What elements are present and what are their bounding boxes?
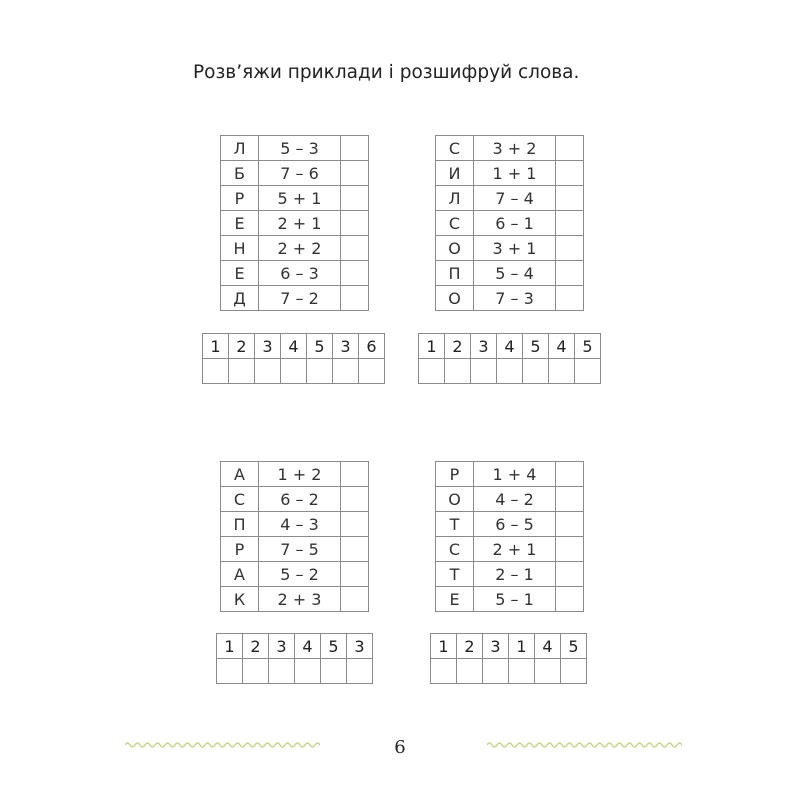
decoded-letter-cell[interactable]	[509, 659, 535, 684]
cipher-letter: С	[221, 487, 259, 512]
decoded-letter-cell[interactable]	[281, 359, 307, 384]
answer-cell[interactable]	[556, 136, 584, 161]
decoded-letter-cell[interactable]	[295, 659, 321, 684]
code-number: 1	[217, 634, 243, 659]
table-row	[436, 462, 584, 487]
answer-cell[interactable]	[556, 587, 584, 612]
math-expression: 3 + 2	[474, 136, 556, 161]
exercise-4-code-grid	[430, 633, 587, 684]
cipher-letter: О	[436, 286, 474, 311]
cipher-letter: Т	[436, 562, 474, 587]
decoded-letter-cell[interactable]	[497, 359, 523, 384]
decoded-letter-cell[interactable]	[255, 359, 281, 384]
answer-cell[interactable]	[341, 562, 369, 587]
table-row	[221, 562, 369, 587]
cipher-letter: П	[221, 512, 259, 537]
answer-cell[interactable]	[556, 161, 584, 186]
table-row	[436, 562, 584, 587]
answer-cell[interactable]	[341, 286, 369, 311]
math-expression: 2 + 1	[474, 537, 556, 562]
math-expression: 7 – 3	[474, 286, 556, 311]
decoded-letter-cell[interactable]	[217, 659, 243, 684]
code-number: 4	[281, 334, 307, 359]
answer-cell[interactable]	[556, 211, 584, 236]
answer-cell[interactable]	[556, 562, 584, 587]
cipher-letter: К	[221, 587, 259, 612]
table-row	[221, 286, 369, 311]
code-number: 4	[497, 334, 523, 359]
decoded-letter-cell[interactable]	[333, 359, 359, 384]
cipher-letter: С	[436, 537, 474, 562]
table-row	[221, 587, 369, 612]
code-number: 5	[575, 334, 601, 359]
decoded-letter-cell[interactable]	[321, 659, 347, 684]
cipher-letter: Р	[221, 537, 259, 562]
math-expression: 2 + 2	[259, 236, 341, 261]
table-row	[221, 537, 369, 562]
page-number: 6	[394, 737, 406, 758]
table-row	[436, 236, 584, 261]
answer-cell[interactable]	[341, 512, 369, 537]
code-number: 1	[419, 334, 445, 359]
table-row	[221, 236, 369, 261]
code-number: 1	[431, 634, 457, 659]
table-row	[436, 487, 584, 512]
math-expression: 3 + 1	[474, 236, 556, 261]
decoded-letter-cell[interactable]	[307, 359, 333, 384]
code-number: 3	[333, 334, 359, 359]
math-expression: 5 + 1	[259, 186, 341, 211]
table-row	[436, 512, 584, 537]
exercise-4-table	[435, 461, 584, 612]
code-number-row	[419, 334, 601, 359]
answer-cell[interactable]	[556, 487, 584, 512]
decoded-letter-cell[interactable]	[471, 359, 497, 384]
math-expression: 7 – 6	[259, 161, 341, 186]
math-expression: 6 – 1	[474, 211, 556, 236]
answer-cell[interactable]	[341, 136, 369, 161]
code-answer-row	[217, 659, 373, 684]
cipher-letter: С	[436, 136, 474, 161]
exercise-2-code-grid	[418, 333, 601, 384]
math-expression: 7 – 2	[259, 286, 341, 311]
answer-cell[interactable]	[341, 186, 369, 211]
code-number: 5	[561, 634, 587, 659]
math-expression: 2 + 3	[259, 587, 341, 612]
code-answer-row	[419, 359, 601, 384]
table-row	[221, 487, 369, 512]
code-number: 4	[535, 634, 561, 659]
answer-cell[interactable]	[341, 537, 369, 562]
cipher-letter: А	[221, 462, 259, 487]
math-expression: 1 + 2	[259, 462, 341, 487]
cipher-letter: И	[436, 161, 474, 186]
table-row	[436, 211, 584, 236]
table-row	[221, 136, 369, 161]
cipher-letter: Т	[436, 512, 474, 537]
math-expression: 2 – 1	[474, 562, 556, 587]
table-row	[436, 161, 584, 186]
table-row	[436, 286, 584, 311]
cipher-letter: Е	[221, 211, 259, 236]
math-expression: 1 + 4	[474, 462, 556, 487]
table-row	[221, 186, 369, 211]
table-row	[221, 462, 369, 487]
instruction-text: Розв’яжи приклади і розшифруй слова.	[193, 62, 580, 83]
math-expression: 1 + 1	[474, 161, 556, 186]
decoded-letter-cell[interactable]	[243, 659, 269, 684]
code-number: 2	[243, 634, 269, 659]
decoded-letter-cell[interactable]	[203, 359, 229, 384]
answer-cell[interactable]	[556, 462, 584, 487]
decoded-letter-cell[interactable]	[431, 659, 457, 684]
answer-cell[interactable]	[556, 261, 584, 286]
code-number-row	[203, 334, 385, 359]
table-row	[221, 512, 369, 537]
math-expression: 6 – 2	[259, 487, 341, 512]
decoded-letter-cell[interactable]	[359, 359, 385, 384]
answer-cell[interactable]	[556, 236, 584, 261]
table-row	[436, 537, 584, 562]
code-number: 1	[509, 634, 535, 659]
cipher-letter: О	[436, 487, 474, 512]
code-number: 2	[457, 634, 483, 659]
exercise-2-table	[435, 135, 584, 311]
math-expression: 6 – 5	[474, 512, 556, 537]
decoded-letter-cell[interactable]	[347, 659, 373, 684]
cipher-letter: Р	[221, 186, 259, 211]
cipher-letter: Е	[436, 587, 474, 612]
decoded-letter-cell[interactable]	[549, 359, 575, 384]
answer-cell[interactable]	[341, 462, 369, 487]
answer-cell[interactable]	[341, 236, 369, 261]
code-number: 3	[255, 334, 281, 359]
math-expression: 6 – 3	[259, 261, 341, 286]
code-number: 5	[307, 334, 333, 359]
cipher-letter: Л	[221, 136, 259, 161]
answer-cell[interactable]	[341, 211, 369, 236]
table-row	[436, 261, 584, 286]
cipher-letter: Н	[221, 236, 259, 261]
answer-cell[interactable]	[341, 487, 369, 512]
decoded-letter-cell[interactable]	[457, 659, 483, 684]
decoded-letter-cell[interactable]	[575, 359, 601, 384]
code-number: 3	[483, 634, 509, 659]
exercise-1-code-grid	[202, 333, 385, 384]
code-number: 4	[549, 334, 575, 359]
math-expression: 5 – 3	[259, 136, 341, 161]
code-number: 4	[295, 634, 321, 659]
code-number: 5	[321, 634, 347, 659]
cipher-letter: Е	[221, 261, 259, 286]
cipher-letter: С	[436, 211, 474, 236]
math-expression: 5 – 1	[474, 587, 556, 612]
decoded-letter-cell[interactable]	[561, 659, 587, 684]
answer-cell[interactable]	[556, 186, 584, 211]
cipher-letter: Б	[221, 161, 259, 186]
cipher-letter: А	[221, 562, 259, 587]
table-row	[436, 136, 584, 161]
code-answer-row	[431, 659, 587, 684]
cipher-letter: П	[436, 261, 474, 286]
cipher-letter: Л	[436, 186, 474, 211]
decoded-letter-cell[interactable]	[269, 659, 295, 684]
code-number: 3	[269, 634, 295, 659]
decoded-letter-cell[interactable]	[483, 659, 509, 684]
answer-cell[interactable]	[341, 161, 369, 186]
table-row	[221, 161, 369, 186]
code-number: 3	[471, 334, 497, 359]
math-expression: 5 – 2	[259, 562, 341, 587]
answer-cell[interactable]	[556, 512, 584, 537]
code-number: 2	[445, 334, 471, 359]
math-expression: 7 – 5	[259, 537, 341, 562]
table-row	[436, 587, 584, 612]
exercise-3-table	[220, 461, 369, 612]
math-expression: 4 – 2	[474, 487, 556, 512]
answer-cell[interactable]	[341, 587, 369, 612]
math-expression: 7 – 4	[474, 186, 556, 211]
decoded-letter-cell[interactable]	[229, 359, 255, 384]
code-answer-row	[203, 359, 385, 384]
math-expression: 2 + 1	[259, 211, 341, 236]
cipher-letter: Д	[221, 286, 259, 311]
code-number: 2	[229, 334, 255, 359]
answer-cell[interactable]	[556, 537, 584, 562]
code-number-row	[431, 634, 587, 659]
math-expression: 5 – 4	[474, 261, 556, 286]
code-number: 1	[203, 334, 229, 359]
answer-cell[interactable]	[341, 261, 369, 286]
exercise-1-table	[220, 135, 369, 311]
code-number: 6	[359, 334, 385, 359]
decoded-letter-cell[interactable]	[523, 359, 549, 384]
exercise-3-code-grid	[216, 633, 373, 684]
table-row	[221, 261, 369, 286]
answer-cell[interactable]	[556, 286, 584, 311]
decoded-letter-cell[interactable]	[419, 359, 445, 384]
cipher-letter: О	[436, 236, 474, 261]
decoded-letter-cell[interactable]	[445, 359, 471, 384]
cipher-letter: Р	[436, 462, 474, 487]
decoded-letter-cell[interactable]	[535, 659, 561, 684]
code-number-row	[217, 634, 373, 659]
table-row	[221, 211, 369, 236]
math-expression: 4 – 3	[259, 512, 341, 537]
code-number: 5	[523, 334, 549, 359]
code-number: 3	[347, 634, 373, 659]
table-row	[436, 186, 584, 211]
